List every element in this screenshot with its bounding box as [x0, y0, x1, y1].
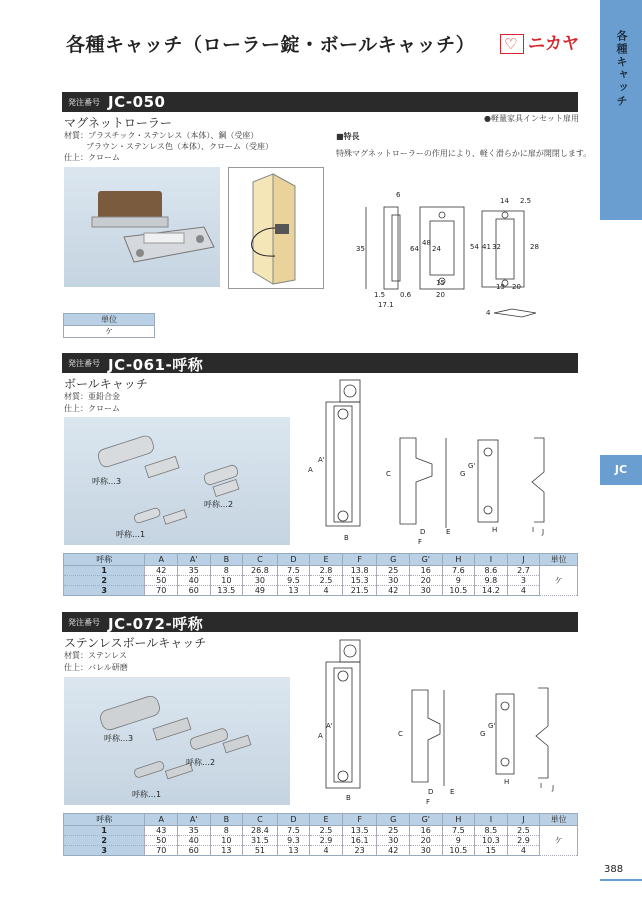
- dim-label: 4: [486, 309, 491, 317]
- photo-label-size-1: 呼称…1: [116, 530, 146, 539]
- order-number-label: 発注番号: [68, 618, 100, 627]
- dim-letter: G': [488, 722, 496, 730]
- photo-label-size-2: 呼称…2: [204, 500, 234, 509]
- table-header-row: 呼称 A A' B C D E F G G' H I J 単位: [64, 814, 578, 826]
- finish-line: 仕上：バレル研磨: [64, 663, 128, 672]
- table-row: 2 50 40 10 30 9.5 2.5 15.3 30 20 9 9.8 3: [64, 576, 578, 586]
- dim-letter: B: [346, 794, 351, 802]
- material-line: 材質：亜鉛合金: [64, 392, 120, 401]
- dim-letter: A': [318, 456, 325, 464]
- dim-label: 6: [396, 191, 401, 199]
- jc050-unit-table: [63, 313, 155, 338]
- dim-letter: F: [418, 538, 423, 546]
- product-name: マグネットローラー: [64, 116, 172, 130]
- dim-letter: C: [398, 730, 403, 738]
- product-name: ボールキャッチ: [64, 377, 148, 391]
- photo-label-size-3: 呼称…3: [92, 477, 122, 486]
- jc050-dimension-drawing: [336, 185, 556, 325]
- dim-label: 64: [410, 245, 419, 253]
- dim-label: 48: [422, 239, 431, 247]
- photo-label-size-2: 呼称…2: [186, 758, 216, 767]
- jc072-spec-table: [63, 813, 578, 856]
- dim-label: 15: [436, 279, 445, 287]
- product-name: ステンレスボールキャッチ: [64, 636, 207, 650]
- dim-letter: I: [540, 782, 543, 790]
- dim-letter: F: [426, 798, 431, 806]
- dim-label: 15: [496, 283, 505, 291]
- dim-label: 14: [500, 197, 509, 205]
- dim-letter: A': [326, 722, 333, 730]
- dim-letter: J: [542, 528, 545, 536]
- dim-label: 20: [512, 283, 521, 291]
- dim-label: 17.1: [378, 301, 394, 309]
- page-number: 388: [604, 864, 624, 875]
- dim-letter: I: [532, 526, 535, 534]
- heart-icon: ♡: [500, 34, 524, 54]
- dim-label: 54: [470, 243, 479, 251]
- material-line-2: ブラウン・ステンレス色（本体）、クローム（受座）: [86, 142, 273, 151]
- jc061-product-photo: [64, 417, 290, 545]
- material-line: 材質：プラスチック・ステンレス（本体）、鋼（受座）: [64, 131, 259, 140]
- dim-letter: E: [446, 528, 451, 536]
- brand-name: ニカヤ: [528, 34, 579, 54]
- jc061-header-bar: [62, 353, 578, 373]
- dim-label: 28: [530, 243, 539, 251]
- category-side-tab-label: 各種キャッチ: [615, 30, 628, 108]
- dim-letter: H: [492, 526, 498, 534]
- dim-letter: C: [386, 470, 391, 478]
- footer-rule: [600, 879, 642, 881]
- jc050-product-photo: [64, 167, 220, 287]
- unit-header: 単位: [64, 314, 155, 326]
- product-code: JC-072-呼称: [108, 615, 204, 633]
- jc072-header-bar: [62, 612, 578, 632]
- photo-label-size-1: 呼称…1: [132, 790, 162, 799]
- dim-letter: G': [468, 462, 476, 470]
- jc-index-tab[interactable]: JC: [600, 455, 642, 485]
- product-code: JC-050: [108, 93, 166, 111]
- unit-cell: ケ: [540, 826, 578, 856]
- jc072-dimension-drawing: [300, 632, 580, 810]
- dim-letter: H: [504, 778, 510, 786]
- jc050-header-bar: [62, 92, 578, 112]
- dim-letter: D: [428, 788, 434, 796]
- dim-label: 1.5: [374, 291, 386, 299]
- table-row: 1 43 35 8 28.4 7.5 2.5 13.5 25 16 7.5 8.5 2.5 ケ: [64, 826, 578, 836]
- dim-letter: A: [318, 732, 323, 740]
- table-row: 3 70 60 13.5 49 13 4 21.5 42 30 10.5 14.2 4: [64, 586, 578, 596]
- product-code: JC-061-呼称: [108, 356, 204, 374]
- page-title: 各種キャッチ（ローラー錠・ボールキャッチ）: [66, 34, 476, 56]
- dim-letter: A: [308, 466, 313, 474]
- unit-value: ケ: [64, 326, 155, 338]
- dim-letter: J: [552, 784, 555, 792]
- table-row: 3 70 60 13 51 13 4 23 42 30 10.5 15 4: [64, 846, 578, 856]
- dim-letter: D: [420, 528, 426, 536]
- dim-letter: G: [480, 730, 486, 738]
- table-row: 1 42 35 8 26.8 7.5 2.8 13.8 25 16 7.6 8.6 2.7 ケ: [64, 566, 578, 576]
- jc072-product-photo: [64, 677, 290, 805]
- dim-label: 0.6: [400, 291, 412, 299]
- category-side-tab[interactable]: [600, 0, 642, 220]
- jc050-installation-illustration: [228, 167, 324, 289]
- brand-logo: [500, 34, 580, 54]
- dim-letter: G: [460, 470, 466, 478]
- feature-title: ■特長: [336, 132, 360, 141]
- order-number-label: 発注番号: [68, 359, 100, 368]
- photo-label-size-3: 呼称…3: [104, 734, 134, 743]
- order-number-label: 発注番号: [68, 98, 100, 107]
- feature-text: 特殊マグネットローラーの作用により、軽く滑らかに扉が開閉します。: [336, 149, 592, 158]
- dim-label: 24: [432, 245, 441, 253]
- finish-line: 仕上：クローム: [64, 153, 120, 162]
- jc061-spec-table: [63, 553, 578, 596]
- dim-label: 32: [492, 243, 501, 251]
- table-header-row: 呼称 A A' B C D E F G G' H I J 単位: [64, 554, 578, 566]
- finish-line: 仕上：クローム: [64, 404, 120, 413]
- unit-cell: ケ: [540, 566, 578, 596]
- jc061-dimension-drawing: [300, 372, 580, 550]
- magnet-roller-photo-graphic: [64, 167, 220, 287]
- dim-letter: B: [344, 534, 349, 542]
- table-row: 2 50 40 10 31.5 9.3 2.9 16.1 30 20 9 10.3 2.9: [64, 836, 578, 846]
- dim-label: 2.5: [520, 197, 532, 205]
- stainless-ball-catch-photo-graphic: [64, 677, 290, 805]
- dim-letter: E: [450, 788, 455, 796]
- dim-label: 20: [436, 291, 445, 299]
- material-line: 材質：ステンレス: [64, 651, 127, 660]
- usage-note: ●軽量家具インセット扉用: [484, 114, 579, 123]
- dim-label: 41: [482, 243, 491, 251]
- dim-label: 35: [356, 245, 365, 253]
